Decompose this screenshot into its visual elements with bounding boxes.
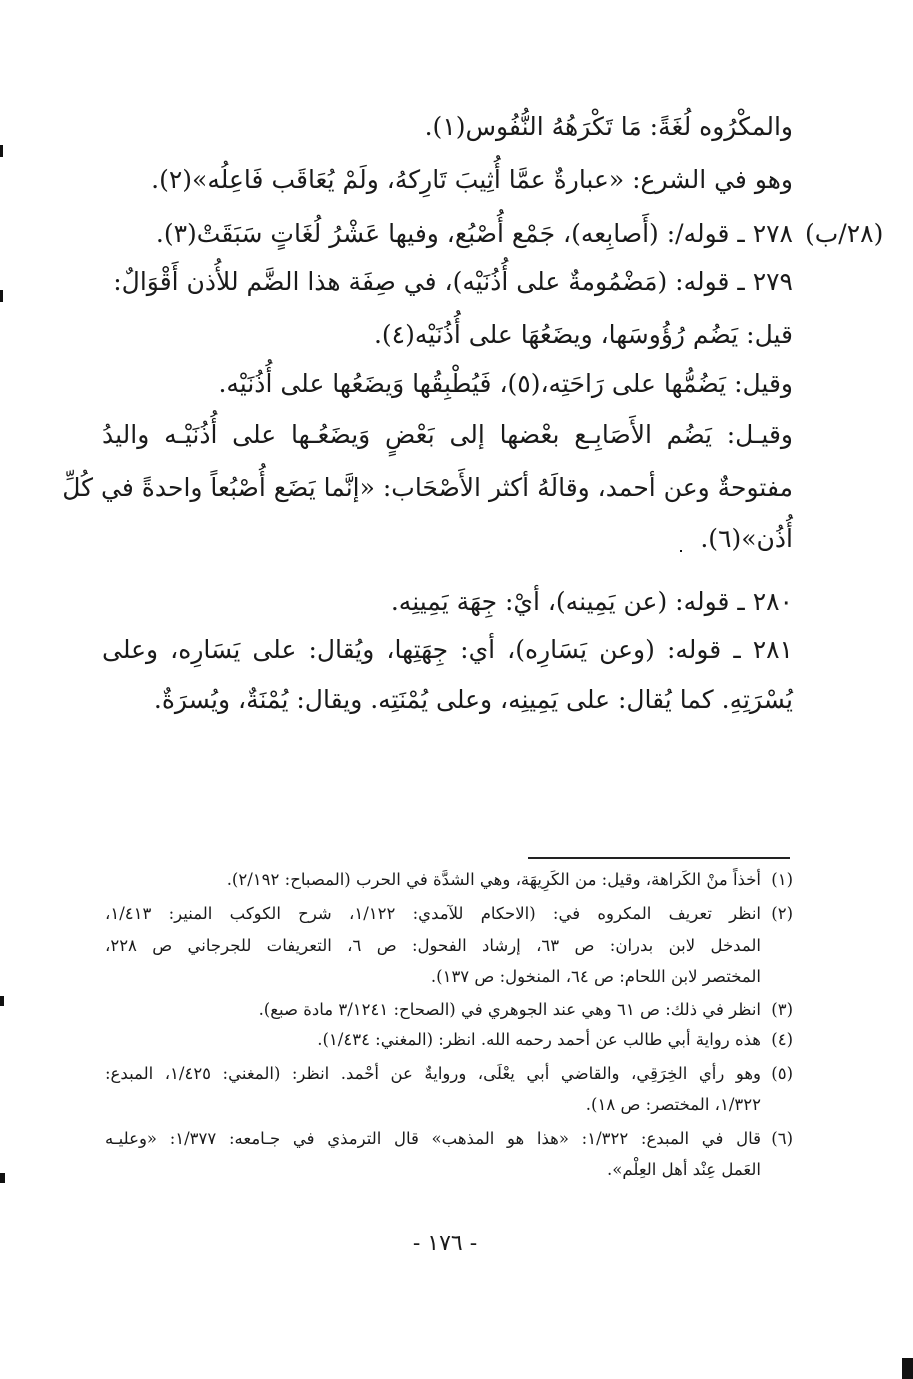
page-number: - ١٧٦ - — [412, 1231, 478, 1256]
text-line: ٢٨٠ ـ قوله: (عن يَمِينه)، أيْ: جِهَة يَمِينِه. — [390, 587, 793, 616]
footnote-text: أخذاً منْ الكَراهة، وقيل: من الكَرِيهَة، وهي الشدَّة في الحرب (المصباح: ٢/١٩٢). — [226, 870, 761, 889]
text-line: مفتوحةٌ وعن أحمد، وقالَهُ أكثر الأَصْحَاب: «إنَّما يَضَع أُصْبُعاً واحدةً في كُلِّ — [62, 473, 793, 502]
footnote-text: المختصر لابن اللحام: ص ٦٤، المنخول: ص ١٣٧). — [430, 967, 761, 986]
footnote-text: وهو رأي الخِرَقِي، والقاضي أبي يعْلَى، وروايةٌ عن أحْمد. انظر: (المغني: ١/٤٢٥، المبدع: — [105, 1064, 762, 1083]
footnote-divider — [528, 857, 790, 859]
scan-mark — [0, 1173, 5, 1183]
text-line: وقيل: يَضُمُّها على رَاحَتِه،(٥)، فَيُطْبِقُها وَيضَعُها على أُذُنَيْه. — [218, 369, 793, 398]
footnote-number: (٥) — [771, 1064, 793, 1083]
folio-marker: (٢٨/ب) — [805, 219, 884, 248]
footnote-text: قال في المبدع: ١/٣٢٢: «هذا هو المذهب» قال الترمذي في جـامعه: ١/٣٧٧: «وعليـه — [105, 1129, 761, 1148]
footnote-number: (٦) — [771, 1129, 793, 1148]
scan-mark — [0, 996, 4, 1006]
footnote-text: العَمل عِنْد أهل العِلْم». — [607, 1160, 761, 1179]
text-line: ٢٧٨ ـ قوله/: (أَصابِعه)، جَمْع أُصْبُع، وفيها عَشْرُ لُغَاتٍ سَبَقَتْ(٣). — [155, 219, 793, 248]
footnote-text: المدخل لابن بدران: ص ٦٣، إرشاد الفحول: ص ٦، التعريفات للجرجاني ص ٢٢٨، — [105, 936, 761, 955]
scan-mark — [902, 1358, 913, 1379]
scan-speck — [680, 550, 682, 552]
text-line: ٢٧٩ ـ قوله: (مَضْمُومةٌ على أُذُنَيْه)، في صِفَة هذا الضَّم للأُذن أَقْوَالٌ: — [113, 267, 793, 296]
text-line: يُسْرَتِهِ. كما يُقال: على يَمِينِه، وعلى يُمْنَتِه. ويقال: يُمْنَةٌ، ويُسرَةٌ. — [153, 685, 793, 714]
footnote-number: (٢) — [771, 904, 793, 923]
text-line: قيل: يَضُم رُؤُوسَها، ويضَعُهَا على أُذُنَيْه(٤). — [373, 320, 793, 349]
footnote-number: (١) — [771, 870, 793, 889]
text-line: والمكْرُوه لُغَةً: مَا تَكْرَهُهُ النُّفُوس(١). — [424, 112, 793, 141]
footnote-text: انظر تعريف المكروه في: (الاحكام للآمدي: ١/١٢٢، شرح الكوكب المنير: ١/٤١٣، — [105, 904, 761, 923]
footnote-number: (٤) — [771, 1030, 793, 1049]
footnote-number: (٣) — [771, 1000, 793, 1019]
text-line: ٢٨١ ـ قوله: (وعن يَسَارِه)، أي: جِهَتِها، ويُقال: على يَسَارِه، وعلى — [102, 635, 793, 664]
scan-mark — [0, 145, 3, 157]
footnote-text: هذه رواية أبي طالب عن أحمد رحمه الله. انظر: (المغني: ١/٤٣٤). — [317, 1030, 761, 1049]
text-line: أُذُن»(٦). — [700, 524, 793, 553]
text-line: وقيـل: يَضُم الأَصَابِـع بعْضها إلى بَعْضٍ وَيضَعُـها على أُذُنَيْـه واليدُ — [102, 420, 793, 449]
scan-mark — [0, 290, 3, 302]
footnote-text: انظر في ذلك: ص ٦١ وهي عند الجوهري في (الصحاح: ٣/١٢٤١ مادة صبع). — [258, 1000, 761, 1019]
footnote-text: ١/٣٢٢، المختصر: ص ١٨). — [585, 1095, 761, 1114]
text-line: وهو في الشرع: «عبارةٌ عمَّا أُثِيبَ تَارِكهُ، ولَمْ يُعَاقَب فَاعِلُه»(٢). — [151, 165, 793, 194]
